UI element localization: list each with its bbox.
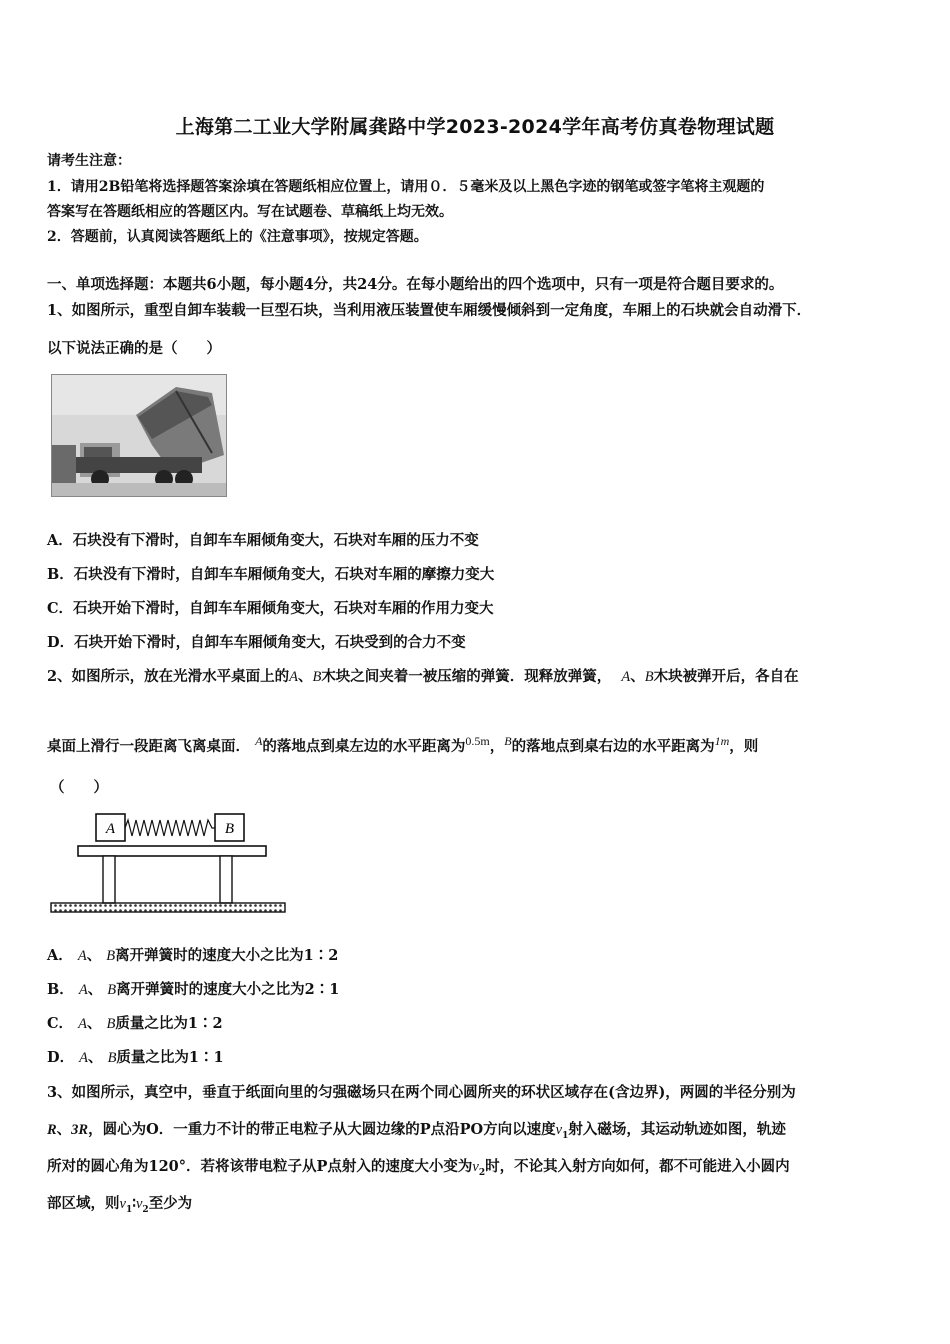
q2-stem-line1 <box>47 667 799 687</box>
q2-option-d-text: 质量之比为1∶1 <box>116 1049 224 1066</box>
q2-option-c <box>47 1014 223 1034</box>
q2-option-a-B: B <box>106 948 116 964</box>
q2-text-g: ，则 <box>729 737 759 755</box>
velocity-v1-sub: 1 <box>562 1130 569 1141</box>
distance-a: 0.5m <box>465 734 490 748</box>
block-a-label: A <box>105 821 116 837</box>
q2-text-f: 的落地点到桌右边的水平距离为 <box>511 737 715 755</box>
q3-line3 <box>47 1157 790 1183</box>
q2-stem-line2 <box>47 731 758 757</box>
q2-option-c-label: C． <box>47 1015 74 1032</box>
q2-option-a <box>47 946 338 966</box>
q2-option-d <box>47 1048 224 1068</box>
ratio-v1: v <box>119 1196 126 1212</box>
q2-option-a-label: A． <box>47 947 73 964</box>
notice-item-1b: 答案写在答题纸相应的答题区内。写在试题卷、草稿纸上均无效。 <box>47 204 453 220</box>
q3-text-c: 所对的圆心角为120°．若将该带电粒子从P点射入的速度大小变为 <box>47 1158 473 1175</box>
spring <box>125 820 215 836</box>
distance-b: 1m <box>714 734 730 748</box>
q2-sep: 、 <box>297 668 313 685</box>
q2-option-b-text: 离开弹簧时的速度大小之比为2∶1 <box>116 981 340 998</box>
q2-option-b-sep: 、 <box>87 981 103 998</box>
q2-option-a-text: 离开弹簧时的速度大小之比为1∶2 <box>115 947 339 964</box>
ratio-v2-sub: 2 <box>142 1204 149 1215</box>
ground <box>51 903 285 912</box>
velocity-v2: v <box>472 1159 479 1175</box>
block-b-symbol-2: B <box>644 669 654 685</box>
table-leg-left <box>103 856 115 903</box>
q2-text-d: 桌面上滑行一段距离飞离桌面． <box>47 737 250 755</box>
section-heading: 一、单项选择题：本题共6小题，每小题4分，共24分。在每小题给出的四个选项中，只有一项是符合题目要求的。 <box>47 276 784 293</box>
q3-line2 <box>47 1120 786 1146</box>
q2-option-d-label: D． <box>47 1049 75 1066</box>
table-leg-right <box>220 856 232 903</box>
q2-text-e: 的落地点到桌左边的水平距离为 <box>262 737 466 755</box>
velocity-v2-sub: 2 <box>478 1167 486 1178</box>
q3-text-f: 至少为 <box>148 1195 193 1212</box>
q2-option-c-text: 质量之比为1∶2 <box>115 1015 223 1032</box>
q3-text-a: ，圆心为O．一重力不计的带正电粒子从大圆边缘的P点沿PO方向以速度 <box>88 1121 556 1138</box>
ratio-v2: v <box>135 1196 143 1212</box>
q1-option-c: C．石块开始下滑时，自卸车车厢倾角变大，石块对车厢的作用力变大 <box>47 600 494 617</box>
dump-truck-photo <box>51 374 227 497</box>
q2-option-d-sep: 、 <box>88 1049 103 1066</box>
q1-stem-line2: 以下说法正确的是（ ） <box>47 340 221 357</box>
table-top <box>78 846 266 856</box>
q2-option-c-A: A <box>78 1016 87 1032</box>
block-b-symbol: B <box>312 669 322 685</box>
q3-line4 <box>47 1194 192 1220</box>
dump-truck-image <box>52 375 226 496</box>
q2-text-c: 木块被弹开后，各自在 <box>653 668 799 685</box>
q3-line1: 3、如图所示，真空中，垂直于纸面向里的匀强磁场只在两个同心圆所夹的环状区域存在(含边界)，两圆的半径分别为 <box>47 1084 796 1101</box>
q2-text-a: 2、如图所示，放在光滑水平桌面上的 <box>47 668 290 685</box>
q1-option-a: A．石块没有下滑时，自卸车车厢倾角变大，石块对车厢的压力不变 <box>47 532 479 549</box>
q2-option-d-B: B <box>107 1050 117 1066</box>
q2-option-c-B: B <box>106 1016 116 1032</box>
q3-text-d: 时，不论其入射方向如何，都不可能进入小圆内 <box>485 1158 790 1175</box>
block-a-symbol: A <box>289 669 298 685</box>
q3-comma: 、 <box>56 1121 72 1138</box>
page-title: 上海第二工业大学附属龚路中学2023-2024学年高考仿真卷物理试题 <box>175 116 775 138</box>
q2-option-a-A: A <box>77 948 87 964</box>
q2-option-a-sep: 、 <box>86 947 102 964</box>
q2-option-c-sep: 、 <box>86 1015 102 1032</box>
velocity-v1: v <box>555 1122 563 1138</box>
notice-heading: 请考生注意： <box>47 153 131 169</box>
q2-option-b-B: B <box>107 982 117 998</box>
q2-option-b-label: B． <box>47 981 74 998</box>
block-a-symbol-3: A <box>255 734 263 748</box>
radius-r: R <box>47 1122 57 1138</box>
notice-item-2: 2．答题前，认真阅读答题纸上的《注意事项》，按规定答题。 <box>47 229 428 245</box>
ratio-v1-sub: 1 <box>125 1204 133 1215</box>
notice-item-1a: 1．请用2B铅笔将选择题答案涂填在答题纸相应位置上，请用０．５毫米及以上黑色字迹的钢笔或签字笔将主观题的 <box>47 179 765 195</box>
q2-answer-paren: （ ） <box>50 779 108 796</box>
spring-blocks-diagram <box>48 808 288 920</box>
q3-text-b: 射入磁场，其运动轨迹如图，轨迹 <box>568 1121 786 1138</box>
q1-option-d: D．石块开始下滑时，自卸车车厢倾角变大，石块受到的合力不变 <box>47 634 466 651</box>
q2-option-d-A: A <box>79 1050 88 1066</box>
block-b-symbol-3: B <box>504 734 512 748</box>
q2-comma: ， <box>489 737 505 755</box>
ratio-colon: ∶ <box>132 1195 136 1212</box>
q1-stem-line1: 1、如图所示，重型自卸车装载一巨型石块，当利用液压装置使车厢缓慢倾斜到一定角度，车厢上的石块就会自动滑下． <box>47 302 812 319</box>
q2-option-b-A: A <box>78 982 88 998</box>
radius-3r: 3R <box>71 1122 89 1138</box>
q2-sep-2: 、 <box>630 668 645 685</box>
block-b-label: B <box>224 821 235 837</box>
q1-option-b: B．石块没有下滑时，自卸车车厢倾角变大，石块对车厢的摩擦力变大 <box>47 566 495 583</box>
q3-text-e: 部区域，则 <box>47 1195 120 1212</box>
q2-text-b: 木块之间夹着一被压缩的弹簧．现释放弹簧， <box>321 668 612 685</box>
block-a-symbol-2: A <box>621 669 631 685</box>
q2-option-b <box>47 980 339 1000</box>
